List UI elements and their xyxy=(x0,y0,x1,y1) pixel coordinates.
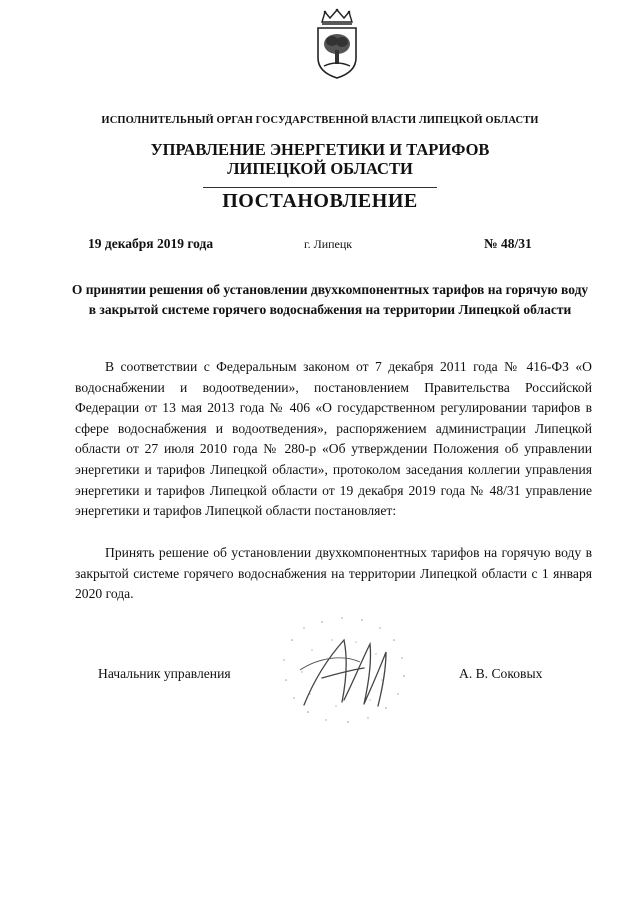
issuing-authority: ИСПОЛНИТЕЛЬНЫЙ ОРГАН ГОСУДАРСТВЕННОЙ ВЛАСТИ ЛИПЕЦКОЙ ОБЛАСТИ xyxy=(101,115,539,126)
department-line-1: УПРАВЛЕНИЕ ЭНЕРГЕТИКИ И ТАРИФОВ xyxy=(150,140,490,159)
coat-of-arms-icon xyxy=(312,8,362,80)
handwritten-signature xyxy=(252,610,432,730)
body-paragraph-2: Принять решение об установлении двухкомпонентных тарифов на горячую воду в закрытой системе горячего водоснабжения на территории Липецкой области с 1 января 2020 года. xyxy=(75,545,592,602)
document-type: ПОСТАНОВЛЕНИЕ xyxy=(222,190,418,212)
body-paragraph-1: В соответствии с Федеральным законом от 7 декабря 2011 года № 416-ФЗ «О водоснабжении и водоотведении», постановлением Правительства Российской Федерации от 13 мая 2013 года № 406 «О государственном регулировании тарифов в сфере водоснабжения и водоотведения», распоряжением администрации Липецкой области от 27 июля 2010 года № 280-р «Об утверждении Положения об управлении энергетики и тарифов Липецкой области», протоколом заседания коллегии управления энергетики и тарифов Липецкой области от 19 декабря 2019 года № 48/31 управление энергетики и тарифов Липецкой области постановляет: xyxy=(75,359,592,519)
department-line-2: ЛИПЕЦКОЙ ОБЛАСТИ xyxy=(227,159,413,178)
signatory-name: А. В. Соковых xyxy=(459,666,543,681)
department-name xyxy=(0,140,640,178)
document-city: г. Липецк xyxy=(304,237,353,251)
document-date: 19 декабря 2019 года xyxy=(88,236,214,251)
document-number: № 48/31 xyxy=(484,236,532,251)
header-divider xyxy=(203,187,437,188)
signatory-title: Начальник управления xyxy=(98,666,231,681)
document-subject: О принятии решения об установлении двухкомпонентных тарифов на горячую воду в закрытой системе горячего водоснабжения на территории Липецкой области xyxy=(71,282,589,317)
